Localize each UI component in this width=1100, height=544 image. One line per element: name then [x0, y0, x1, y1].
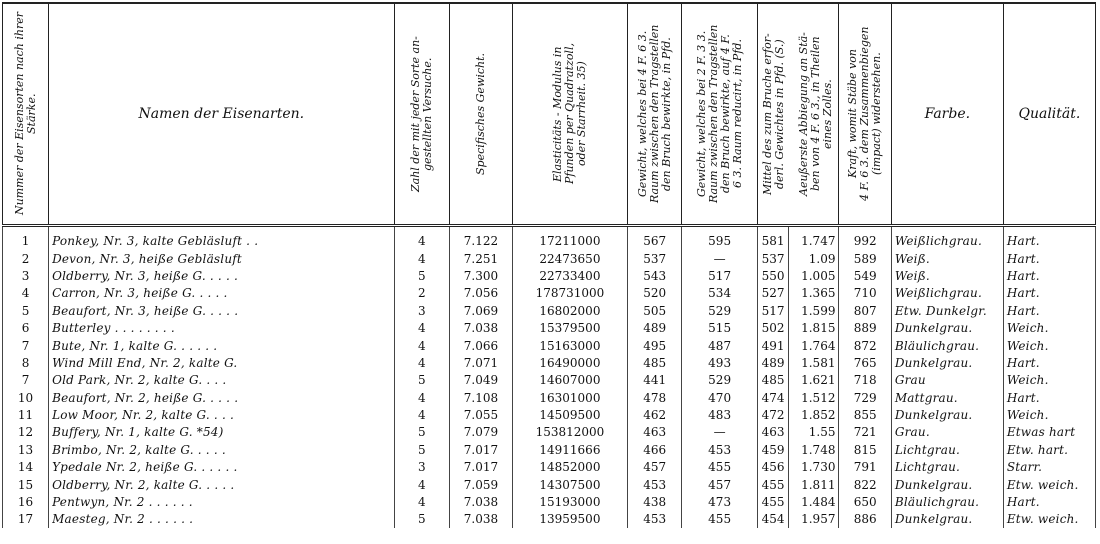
specific-gravity-cell: 7.066 — [450, 337, 513, 354]
quality-cell: Weich. — [1003, 319, 1095, 336]
quality-cell: Weich. — [1003, 406, 1095, 423]
elasticity-modulus-cell: 15163000 — [512, 337, 627, 354]
impact-force-cell: 718 — [839, 372, 891, 389]
table-row — [3, 441, 1096, 458]
table-row — [3, 250, 1096, 267]
iron-name-cell: Ypedale Nr. 2, heiße G. . . . . . — [49, 459, 394, 476]
load-4ft-cell: 543 — [628, 267, 682, 284]
row-number-cell: 7 — [3, 337, 49, 354]
table-header — [3, 3, 1096, 225]
specific-gravity-cell: 7.300 — [450, 267, 513, 284]
elasticity-modulus-cell: 14911666 — [512, 441, 627, 458]
iron-name-cell: Bute, Nr. 1, kalte G. . . . . . — [49, 337, 394, 354]
table-row — [3, 372, 1096, 389]
specific-gravity-cell: 7.059 — [450, 476, 513, 493]
elasticity-modulus-cell: 15193000 — [512, 493, 627, 510]
specific-gravity-cell: 7.056 — [450, 285, 513, 302]
quality-cell: Hart. — [1003, 225, 1095, 250]
trial-count-cell: 4 — [394, 354, 449, 371]
load-4ft-cell: 453 — [628, 476, 682, 493]
load-2ft-cell: 455 — [682, 511, 757, 528]
impact-force-cell: 822 — [839, 476, 891, 493]
iron-name-cell: Oldberry, Nr. 3, heiße G. . . . . — [49, 267, 394, 284]
row-number-cell: 11 — [3, 406, 49, 423]
deflection-cell: 1.730 — [789, 459, 839, 476]
deflection-cell: 1.764 — [789, 337, 839, 354]
trial-count-cell: 4 — [394, 406, 449, 423]
impact-force-cell: 721 — [839, 424, 891, 441]
load-2ft-cell: 534 — [682, 285, 757, 302]
load-4ft-cell: 478 — [628, 389, 682, 406]
elasticity-modulus-cell: 16301000 — [512, 389, 627, 406]
quality-cell: Hart. — [1003, 302, 1095, 319]
load-4ft-cell: 438 — [628, 493, 682, 510]
col-name-header: Namen der Eisenarten. — [49, 3, 394, 225]
load-4ft-cell: 462 — [628, 406, 682, 423]
impact-force-cell: 886 — [839, 511, 891, 528]
specific-gravity-cell: 7.055 — [450, 406, 513, 423]
elasticity-modulus-cell: 15379500 — [512, 319, 627, 336]
color-cell: Dunkelgrau. — [891, 319, 1003, 336]
specific-gravity-cell: 7.017 — [450, 459, 513, 476]
row-number-cell: 10 — [3, 389, 49, 406]
col-load2-header: Gewicht, welches bei 2 F. 3 3. Raum zwischen den Tragstellen den Bruch bewirkte, auf 4 F. 6 3. Raum reducirt, in Pfd. — [682, 3, 757, 225]
load-4ft-cell: 463 — [628, 424, 682, 441]
col-elasticity-header: Elasticitäts - Modulus in Pfunden per Quadratzoll, oder Starrheit. 35) — [512, 3, 627, 225]
quality-cell: Hart. — [1003, 250, 1095, 267]
elasticity-modulus-cell: 14607000 — [512, 372, 627, 389]
elasticity-modulus-cell: 14852000 — [512, 459, 627, 476]
deflection-cell: 1.747 — [789, 225, 839, 250]
col-number-header: Nummer der Eisensorten nach ihrer Stärke. — [3, 3, 49, 225]
specific-gravity-cell: 7.079 — [450, 424, 513, 441]
table-row — [3, 389, 1096, 406]
col-mean-deflection-header: Mittel des zum Bruche erfor- derl. Gewichtes in Pfd. (S.) Aeußerste Abbiegung an Stä- ben von 4 F. 6 3., in Theilen eines Zolles. — [757, 3, 839, 225]
deflection-cell: 1.621 — [789, 372, 839, 389]
impact-force-cell: 807 — [839, 302, 891, 319]
quality-cell: Weich. — [1003, 372, 1095, 389]
row-number-cell: 3 — [3, 267, 49, 284]
trial-count-cell: 4 — [394, 389, 449, 406]
row-number-cell: 17 — [3, 511, 49, 528]
quality-cell: Etw. weich. — [1003, 511, 1095, 528]
deflection-cell: 1.815 — [789, 319, 839, 336]
iron-name-cell: Carron, Nr. 3, heiße G. . . . . — [49, 285, 394, 302]
load-4ft-cell: 537 — [628, 250, 682, 267]
specific-gravity-cell: 7.108 — [450, 389, 513, 406]
trial-count-cell: 3 — [394, 459, 449, 476]
quality-cell: Hart. — [1003, 493, 1095, 510]
table-row — [3, 285, 1096, 302]
load-4ft-cell: 453 — [628, 511, 682, 528]
quality-cell: Starr. — [1003, 459, 1095, 476]
col-color-header: Farbe. — [891, 3, 1003, 225]
trial-count-cell: 4 — [394, 493, 449, 510]
mean-load-cell: 472 — [757, 406, 788, 423]
impact-force-cell: 992 — [839, 225, 891, 250]
table-row — [3, 225, 1096, 250]
color-cell: Dunkelgrau. — [891, 406, 1003, 423]
load-2ft-cell: 515 — [682, 319, 757, 336]
row-number-cell: 6 — [3, 319, 49, 336]
specific-gravity-cell: 7.017 — [450, 441, 513, 458]
load-4ft-cell: 505 — [628, 302, 682, 319]
mean-load-cell: 454 — [757, 511, 788, 528]
specific-gravity-cell: 7.049 — [450, 372, 513, 389]
color-cell: Bläulichgrau. — [891, 493, 1003, 510]
specific-gravity-cell: 7.038 — [450, 511, 513, 528]
table-row — [3, 406, 1096, 423]
impact-force-cell: 872 — [839, 337, 891, 354]
color-cell: Mattgrau. — [891, 389, 1003, 406]
row-number-cell: 2 — [3, 250, 49, 267]
impact-force-cell: 889 — [839, 319, 891, 336]
deflection-cell: 1.852 — [789, 406, 839, 423]
load-2ft-cell: — — [682, 424, 757, 441]
trial-count-cell: 5 — [394, 511, 449, 528]
load-4ft-cell: 489 — [628, 319, 682, 336]
mean-load-cell: 491 — [757, 337, 788, 354]
impact-force-cell: 549 — [839, 267, 891, 284]
impact-force-cell: 589 — [839, 250, 891, 267]
trial-count-cell: 5 — [394, 441, 449, 458]
mean-load-cell: 455 — [757, 476, 788, 493]
impact-force-cell: 765 — [839, 354, 891, 371]
quality-cell: Etw. weich. — [1003, 476, 1095, 493]
trial-count-cell: 4 — [394, 476, 449, 493]
specific-gravity-cell: 7.071 — [450, 354, 513, 371]
elasticity-modulus-cell: 22473650 — [512, 250, 627, 267]
elasticity-modulus-cell: 22733400 — [512, 267, 627, 284]
col-load4-header: Gewicht, welches bei 4 F. 6 3. Raum zwischen den Tragstellen den Bruch bewirkte, in Pfd. — [628, 3, 682, 225]
mean-load-cell: 537 — [757, 250, 788, 267]
load-2ft-cell: 487 — [682, 337, 757, 354]
iron-name-cell: Beaufort, Nr. 3, heiße G. . . . . — [49, 302, 394, 319]
trial-count-cell: 4 — [394, 225, 449, 250]
iron-name-cell: Ponkey, Nr. 3, kalte Gebläsluft . . — [49, 225, 394, 250]
deflection-cell: 1.581 — [789, 354, 839, 371]
elasticity-modulus-cell: 14509500 — [512, 406, 627, 423]
row-number-cell: 5 — [3, 302, 49, 319]
specific-gravity-cell: 7.038 — [450, 319, 513, 336]
specific-gravity-cell: 7.038 — [450, 493, 513, 510]
table-row — [3, 424, 1096, 441]
load-2ft-cell: 483 — [682, 406, 757, 423]
impact-force-cell: 729 — [839, 389, 891, 406]
quality-cell: Etwas hart — [1003, 424, 1095, 441]
deflection-cell: 1.811 — [789, 476, 839, 493]
elasticity-modulus-cell: 178731000 — [512, 285, 627, 302]
iron-name-cell: Oldberry, Nr. 2, kalte G. . . . . — [49, 476, 394, 493]
mean-load-cell: 550 — [757, 267, 788, 284]
quality-cell: Hart. — [1003, 354, 1095, 371]
trial-count-cell: 4 — [394, 250, 449, 267]
load-2ft-cell: 455 — [682, 459, 757, 476]
impact-force-cell: 710 — [839, 285, 891, 302]
table-row — [3, 459, 1096, 476]
iron-name-cell: Brimbo, Nr. 2, kalte G. . . . . — [49, 441, 394, 458]
elasticity-modulus-cell: 16490000 — [512, 354, 627, 371]
table-row — [3, 319, 1096, 336]
load-2ft-cell: 529 — [682, 372, 757, 389]
elasticity-modulus-cell: 13959500 — [512, 511, 627, 528]
load-4ft-cell: 441 — [628, 372, 682, 389]
color-cell: Grau — [891, 372, 1003, 389]
table-row — [3, 493, 1096, 510]
mean-load-cell: 581 — [757, 225, 788, 250]
table-row — [3, 302, 1096, 319]
col-gravity-header: Specifisches Gewicht. — [450, 3, 513, 225]
color-cell: Dunkelgrau. — [891, 354, 1003, 371]
mean-load-cell: 517 — [757, 302, 788, 319]
mean-load-cell: 527 — [757, 285, 788, 302]
row-number-cell: 8 — [3, 354, 49, 371]
impact-force-cell: 855 — [839, 406, 891, 423]
elasticity-modulus-cell: 17211000 — [512, 225, 627, 250]
row-number-cell: 14 — [3, 459, 49, 476]
trial-count-cell: 5 — [394, 267, 449, 284]
trial-count-cell: 4 — [394, 319, 449, 336]
load-4ft-cell: 466 — [628, 441, 682, 458]
color-cell: Bläulichgrau. — [891, 337, 1003, 354]
row-number-cell: 16 — [3, 493, 49, 510]
trial-count-cell: 5 — [394, 372, 449, 389]
elasticity-modulus-cell: 153812000 — [512, 424, 627, 441]
iron-name-cell: Old Park, Nr. 2, kalte G. . . . — [49, 372, 394, 389]
load-2ft-cell: 453 — [682, 441, 757, 458]
table-row — [3, 337, 1096, 354]
iron-name-cell: Buffery, Nr. 1, kalte G. *54) — [49, 424, 394, 441]
impact-force-cell: 815 — [839, 441, 891, 458]
color-cell: Weiß. — [891, 267, 1003, 284]
row-number-cell: 7 — [3, 372, 49, 389]
specific-gravity-cell: 7.069 — [450, 302, 513, 319]
row-number-cell: 15 — [3, 476, 49, 493]
row-number-cell: 13 — [3, 441, 49, 458]
load-2ft-cell: 529 — [682, 302, 757, 319]
specific-gravity-cell: 7.122 — [450, 225, 513, 250]
table-row — [3, 267, 1096, 284]
trial-count-cell: 5 — [394, 424, 449, 441]
col-impact-header: Kraft, womit Stäbe von 4 F. 6 3. dem Zusammenbiegen (impact) widerstehen. — [839, 3, 891, 225]
load-4ft-cell: 457 — [628, 459, 682, 476]
iron-name-cell: Butterley . . . . . . . . — [49, 319, 394, 336]
load-2ft-cell: 493 — [682, 354, 757, 371]
color-cell: Weißlichgrau. — [891, 225, 1003, 250]
mean-load-cell: 502 — [757, 319, 788, 336]
iron-name-cell: Devon, Nr. 3, heiße Gebläsluft — [49, 250, 394, 267]
mean-load-cell: 456 — [757, 459, 788, 476]
quality-cell: Hart. — [1003, 267, 1095, 284]
mean-load-cell: 489 — [757, 354, 788, 371]
load-2ft-cell: 595 — [682, 225, 757, 250]
table-row — [3, 476, 1096, 493]
iron-name-cell: Pentwyn, Nr. 2 . . . . . . — [49, 493, 394, 510]
deflection-cell: 1.55 — [789, 424, 839, 441]
trial-count-cell: 4 — [394, 337, 449, 354]
quality-cell: Etw. hart. — [1003, 441, 1095, 458]
deflection-cell: 1.365 — [789, 285, 839, 302]
color-cell: Grau. — [891, 424, 1003, 441]
deflection-cell: 1.005 — [789, 267, 839, 284]
iron-name-cell: Beaufort, Nr. 2, heiße G. . . . . — [49, 389, 394, 406]
load-2ft-cell: 470 — [682, 389, 757, 406]
mean-load-cell: 474 — [757, 389, 788, 406]
load-2ft-cell: 473 — [682, 493, 757, 510]
table-row — [3, 511, 1096, 528]
row-number-cell: 1 — [3, 225, 49, 250]
color-cell: Weiß. — [891, 250, 1003, 267]
mean-load-cell: 463 — [757, 424, 788, 441]
specific-gravity-cell: 7.251 — [450, 250, 513, 267]
iron-name-cell: Low Moor, Nr. 2, kalte G. . . . — [49, 406, 394, 423]
impact-force-cell: 650 — [839, 493, 891, 510]
mean-load-cell: 485 — [757, 372, 788, 389]
quality-cell: Hart. — [1003, 285, 1095, 302]
load-2ft-cell: — — [682, 250, 757, 267]
color-cell: Lichtgrau. — [891, 459, 1003, 476]
deflection-cell: 1.512 — [789, 389, 839, 406]
deflection-cell: 1.748 — [789, 441, 839, 458]
color-cell: Etw. Dunkelgr. — [891, 302, 1003, 319]
color-cell: Dunkelgrau. — [891, 511, 1003, 528]
elasticity-modulus-cell: 16802000 — [512, 302, 627, 319]
trial-count-cell: 2 — [394, 285, 449, 302]
load-4ft-cell: 520 — [628, 285, 682, 302]
impact-force-cell: 791 — [839, 459, 891, 476]
load-4ft-cell: 567 — [628, 225, 682, 250]
color-cell: Dunkelgrau. — [891, 476, 1003, 493]
deflection-cell: 1.957 — [789, 511, 839, 528]
table-row — [3, 354, 1096, 371]
iron-strength-table — [2, 2, 1096, 528]
deflection-cell: 1.09 — [789, 250, 839, 267]
load-4ft-cell: 495 — [628, 337, 682, 354]
color-cell: Weißlichgrau. — [891, 285, 1003, 302]
deflection-cell: 1.599 — [789, 302, 839, 319]
iron-name-cell: Maesteg, Nr. 2 . . . . . . — [49, 511, 394, 528]
row-number-cell: 4 — [3, 285, 49, 302]
mean-load-cell: 459 — [757, 441, 788, 458]
table-body — [3, 225, 1096, 528]
load-4ft-cell: 485 — [628, 354, 682, 371]
deflection-cell: 1.484 — [789, 493, 839, 510]
col-quality-header: Qualität. — [1003, 3, 1095, 225]
load-2ft-cell: 517 — [682, 267, 757, 284]
row-number-cell: 12 — [3, 424, 49, 441]
iron-name-cell: Wind Mill End, Nr. 2, kalte G. — [49, 354, 394, 371]
col-trials-header: Zahl der mit jeder Sorte an- gestellten Versuche. — [394, 3, 449, 225]
elasticity-modulus-cell: 14307500 — [512, 476, 627, 493]
color-cell: Lichtgrau. — [891, 441, 1003, 458]
trial-count-cell: 3 — [394, 302, 449, 319]
quality-cell: Hart. — [1003, 389, 1095, 406]
quality-cell: Weich. — [1003, 337, 1095, 354]
mean-load-cell: 455 — [757, 493, 788, 510]
load-2ft-cell: 457 — [682, 476, 757, 493]
